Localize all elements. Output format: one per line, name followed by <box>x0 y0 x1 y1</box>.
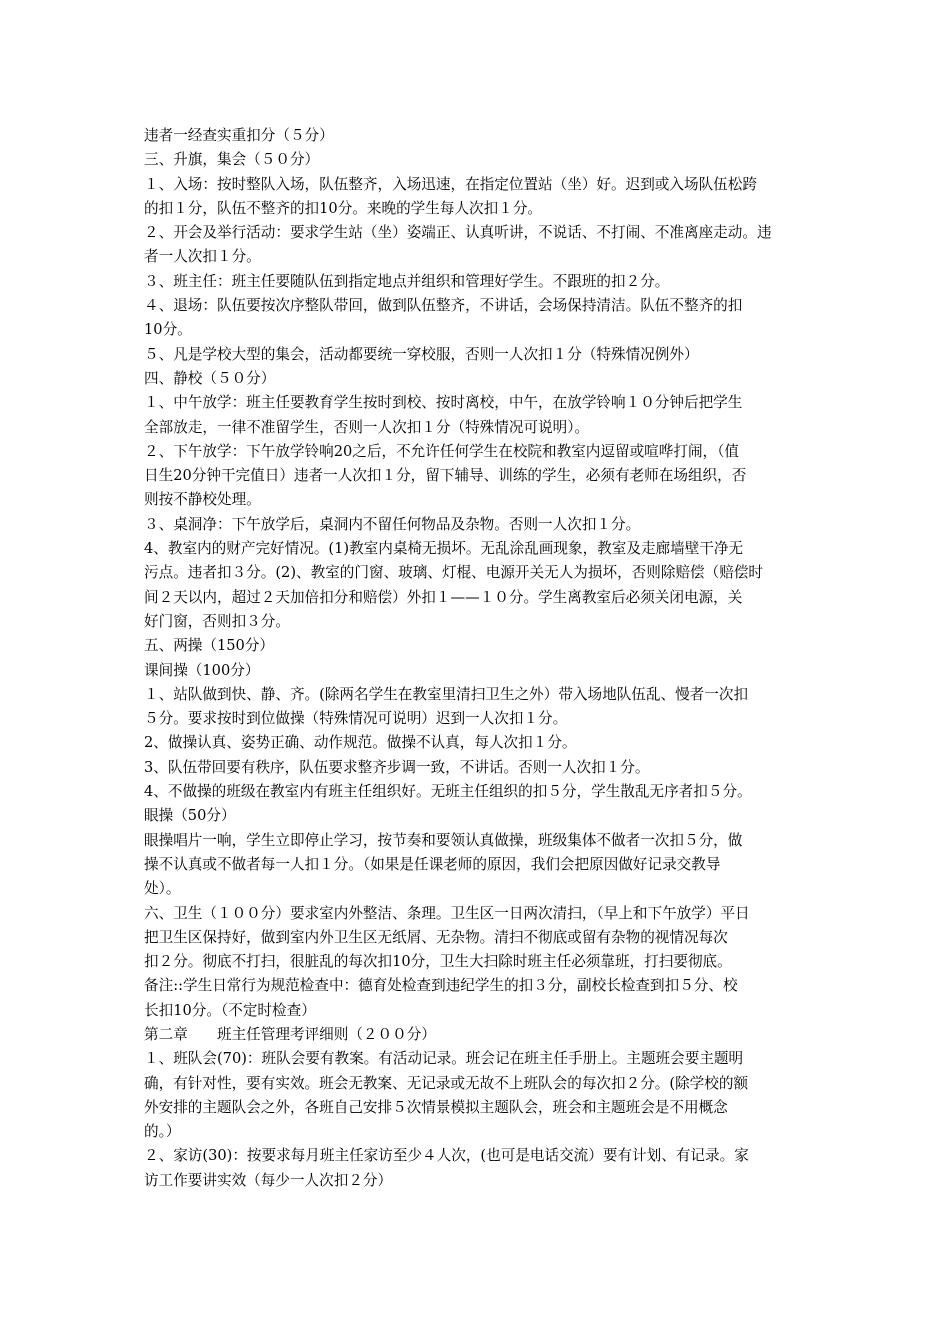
text-line: 则按不静校处理。 <box>144 491 261 509</box>
text-line: 4、教室内的财产完好情况。(1)教室内桌椅无损坏。无乱涂乱画现象，教室及走廊墙壁干净无 <box>144 540 744 558</box>
text-line: ５分。要求按时到位做操（特殊情况可说明）迟到一人次扣１分。 <box>144 710 568 728</box>
text-line: １、入场：按时整队入场，队伍整齐，入场迅速，在指定位置站（坐）好。迟到或入场队伍松跨 <box>144 175 757 193</box>
text-line: 的。） <box>144 1123 181 1141</box>
text-line: ３、桌洞净：下午放学后，桌洞内不留任何物品及杂物。否则一人次扣１分。 <box>144 515 641 533</box>
text-line: 好门窗，否则扣３分。 <box>144 612 290 630</box>
text-line: 10分。 <box>144 321 192 339</box>
text-line: 确，有针对性，要有实效。班会无教案、无记录或无故不上班队会的每次扣２分。(除学校的额 <box>144 1074 749 1092</box>
text-line: １、站队做到快、静、齐。(除两名学生在教室里清扫卫生之外）带入场地队伍乱、慢者一次扣 <box>144 685 749 703</box>
document-body <box>144 124 820 1193</box>
text-line: １、中午放学：班主任要教育学生按时到校、按时离校，中午，在放学铃响１０分钟后把学生 <box>144 394 743 412</box>
text-line: ３、班主任：班主任要随队伍到指定地点并组织和管理好学生。不跟班的扣２分。 <box>144 272 670 290</box>
text-line: 六、卫生（１００分）要求室内外整洁、条理。卫生区一日两次清扫，（早上和下午放学）平日 <box>144 904 750 922</box>
text-line: 外安排的主题队会之外，各班自己安排５次情景模拟主题队会，班会和主题班会是不用概念 <box>144 1098 728 1116</box>
text-line: 四、静校（５０分） <box>144 369 276 387</box>
text-line: 全部放走，一律不准留学生，否则一人次扣１分（特殊情况可说明）。 <box>144 418 590 436</box>
text-line: 者一人次扣１分。 <box>144 248 261 266</box>
text-line: 处）。 <box>144 880 181 898</box>
text-line: 把卫生区保持好，做到室内外卫生区无纸屑、无杂物。清扫不彻底或留有杂物的视情况每次 <box>144 928 728 946</box>
text-line: 4、不做操的班级在教室内有班主任组织好。无班主任组织的扣５分，学生散乱无序者扣５分。 <box>144 783 752 801</box>
text-line: 备注::学生日常行为规范检查中：德育处检查到违纪学生的扣３分，副校长检查到扣５分、校 <box>144 977 738 995</box>
text-line: 2、做操认真、姿势正确、动作规范。做操不认真，每人次扣１分。 <box>144 734 577 752</box>
text-line: ２、开会及举行活动：要求学生站（坐）姿端正、认真听讲，不说话、不打闹、不准离座走动。违 <box>144 224 772 242</box>
text-line: 违者一经查实重扣分（５分） <box>144 127 334 144</box>
text-line: 扣２分。彻底不打扫，很脏乱的每次扣10分，卫生大扫除时班主任必须靠班，打扫要彻底。 <box>144 953 732 971</box>
text-line: 长扣10分。（不定时检查） <box>144 1001 316 1019</box>
text-line: ２、下午放学：下午放学铃响20之后，不允许任何学生在校院和教室内逗留或喧哗打闹，（值 <box>144 442 740 460</box>
text-line: 间２天以内，超过２天加倍扣分和赔偿）外扣１——１０分。学生离教室后必须关闭电源，关 <box>144 588 743 606</box>
text-line: ４、退场：队伍要按次序整队带回，做到队伍整齐，不讲话，会场保持清洁。队伍不整齐的扣 <box>144 297 743 315</box>
text-line: 眼操（50分） <box>144 807 236 825</box>
text-line: 污点。违者扣３分。(2)、教室的门窗、玻璃、灯棍、电源开关无人为损坏，否则除赔偿（赔偿时 <box>144 564 764 582</box>
text-line: 日生20分钟干完值日）违者一人次扣１分，留下辅导、训练的学生，必须有老师在场组织，否 <box>144 467 747 485</box>
text-line: 3、队伍带回要有秩序，队伍要求整齐步调一致，不讲话。否则一人次扣１分。 <box>144 758 650 776</box>
text-line: 三、升旗，集会（５０分） <box>144 151 320 169</box>
text-line: ２、家访(30)：按要求每月班主任家访至少４人次，(也可是电话交流）要有计划、有记录。家 <box>144 1147 749 1165</box>
text-line: 第二章 班主任管理考评细则（２００分） <box>144 1025 436 1043</box>
text-line: 操不认真或不做者每一人扣１分。（如果是任课老师的原因，我们会把原因做好记录交教导 <box>144 855 721 873</box>
text-line: 五、两操（150分） <box>144 637 275 655</box>
text-line: ５、凡是学校大型的集会，活动都要统一穿校服，否则一人次扣１分（特殊情况例外） <box>144 345 699 363</box>
text-line: 的扣１分，队伍不整齐的扣10分。来晚的学生每人次扣１分。 <box>144 199 543 217</box>
text-line: 眼操唱片一响，学生立即停止学习，按节奏和要领认真做操，班级集体不做者一次扣５分，做 <box>144 831 743 849</box>
text-line: 课间操（100分） <box>144 661 260 679</box>
text-line: 访工作要讲实效（每少一人次扣２分） <box>144 1171 393 1189</box>
text-line: １、班队会(70)：班队会要有教案。有活动记录。班会记在班主任手册上。主题班会要主题明 <box>144 1050 744 1068</box>
